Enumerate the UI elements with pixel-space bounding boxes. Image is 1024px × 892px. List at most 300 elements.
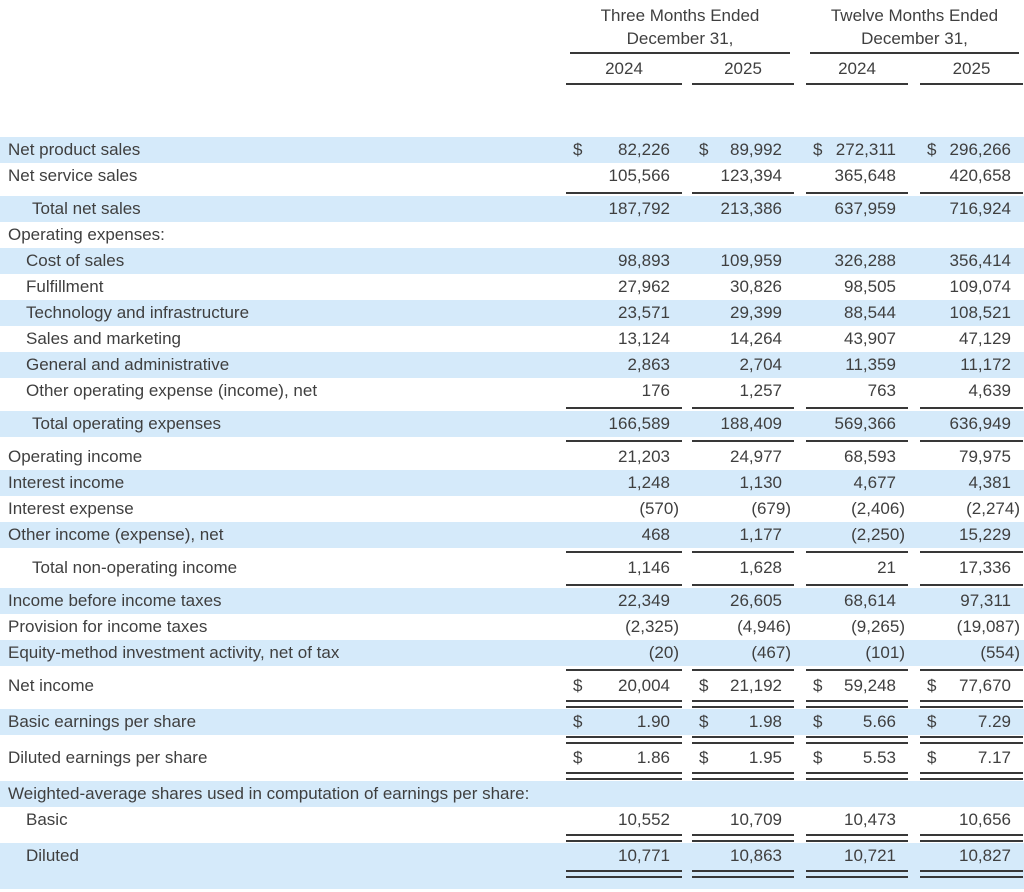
row-label: Diluted earnings per share [8,748,208,767]
amount-value: 1,130 [739,473,782,492]
amount-cell [806,326,908,352]
table-row [0,745,1024,771]
single-rule [692,584,794,586]
row-label: Operating income [8,447,143,466]
table-header [0,4,1024,54]
table-row [0,555,1024,581]
amount-value: 17,336 [959,558,1011,577]
table-row [0,300,1024,326]
column-gap [682,709,692,735]
double-rule [806,700,908,708]
double-rule [692,870,794,878]
amount-cell [566,137,682,163]
column-gap [682,673,692,699]
column-gap [908,522,920,548]
column-gap [682,640,692,666]
year-column-header: 2024 [566,57,682,85]
amount-value: 26,605 [730,591,782,610]
amount-cell [920,163,1023,189]
amount-cell [566,555,682,581]
table-row [0,196,1024,222]
amount-cell [692,745,794,771]
amount-cell [566,470,682,496]
column-gap [908,614,920,640]
amount-cell [692,807,794,833]
column-gap [908,274,920,300]
total-rule-row [0,869,1024,879]
column-gap [794,248,806,274]
amount-cell [692,248,794,274]
amount-cell [566,522,682,548]
double-rule [692,772,794,780]
amount-value: 637,959 [834,199,896,218]
amount-cell [806,274,908,300]
row-label: General and administrative [26,355,230,374]
amount-cell [806,807,908,833]
amount-value: 10,656 [959,810,1011,829]
amount-value: (2,274) [966,499,1020,518]
column-gap [908,555,920,581]
table-row [0,614,1024,640]
double-rule [806,736,908,744]
column-gap [794,673,806,699]
total-rule-row [0,666,1024,673]
column-group-title: Three Months Ended [600,6,760,25]
amount-cell [692,300,794,326]
double-rule [920,772,1023,780]
amount-value: 23,571 [618,303,670,322]
dollar-sign: $ [813,140,823,159]
amount-cell [566,807,682,833]
total-rule-row [0,581,1024,588]
amount-value: (9,265) [851,617,905,636]
amount-cell [692,588,794,614]
amount-value: 88,544 [844,303,896,322]
amount-cell [920,614,1023,640]
amount-cell [806,248,908,274]
amount-cell [692,326,794,352]
amount-value: 21,192 [730,676,782,695]
dollar-sign: $ [699,712,709,731]
amount-cell [692,378,794,404]
amount-value: 97,311 [960,591,1011,610]
amount-cell [692,274,794,300]
table-row [0,496,1024,522]
row-label: Provision for income taxes [8,617,208,636]
table-row [0,470,1024,496]
row-label: Diluted [26,846,79,865]
table-row [0,222,1024,248]
amount-cell [806,614,908,640]
amount-value: 123,394 [720,166,782,185]
column-gap [682,588,692,614]
amount-value: 272,311 [835,140,896,159]
single-rule [566,551,682,553]
column-gap [682,300,692,326]
row-label: Basic [26,810,68,829]
amount-value: 188,409 [720,414,782,433]
amount-cell [806,709,908,735]
column-gap [794,496,806,522]
amount-value: 187,792 [608,199,670,218]
double-rule [566,834,682,842]
table-row [0,588,1024,614]
single-rule [692,551,794,553]
amount-cell [920,843,1023,869]
column-gap [794,588,806,614]
amount-cell [806,352,908,378]
amount-value: 10,827 [959,846,1011,865]
amount-cell [920,496,1023,522]
year-column-header: 2024 [806,57,908,85]
amount-value: (570) [639,499,679,518]
column-gap [682,411,692,437]
total-rule-row [0,735,1024,745]
amount-cell [692,555,794,581]
table-row [0,137,1024,163]
table-row [0,807,1024,833]
column-group-three-months [566,4,794,54]
amount-cell [806,588,908,614]
amount-value: 166,589 [608,414,670,433]
amount-value: 1.86 [636,748,670,767]
amount-value: 4,381 [968,473,1011,492]
column-gap [682,378,692,404]
column-gap [794,274,806,300]
dollar-sign: $ [573,140,583,159]
column-group-twelve-months [806,4,1023,54]
column-gap [682,843,692,869]
amount-cell [806,843,908,869]
column-gap [908,444,920,470]
column-gap [682,444,692,470]
table-row [0,673,1024,699]
double-rule [920,834,1023,842]
amount-cell [692,411,794,437]
column-gap [682,807,692,833]
amount-cell [692,496,794,522]
single-rule [566,584,682,586]
amount-value: 569,366 [834,414,896,433]
column-gap [794,745,806,771]
column-gap [682,137,692,163]
row-label: Net product sales [8,140,141,159]
amount-cell [806,137,908,163]
column-gap [794,163,806,189]
amount-value: 7.29 [977,712,1011,731]
column-gap [794,843,806,869]
row-label: Fulfillment [26,277,104,296]
amount-cell [806,781,908,807]
amount-value: 468 [641,525,670,544]
amount-cell [806,163,908,189]
column-gap [794,807,806,833]
table-row [0,843,1024,869]
row-label: Income before income taxes [8,591,222,610]
amount-value: 1,628 [739,558,782,577]
row-label: Cost of sales [26,251,125,270]
amount-value: 763 [867,381,896,400]
amount-cell [692,222,794,248]
amount-value: 98,505 [844,277,896,296]
row-label: Net income [8,676,94,695]
amount-cell [920,640,1023,666]
dollar-sign: $ [813,712,823,731]
amount-cell [692,781,794,807]
column-gap [794,196,806,222]
column-gap [682,248,692,274]
column-gap [794,709,806,735]
single-rule [806,407,908,409]
table-row [0,709,1024,735]
amount-value: 47,129 [959,329,1011,348]
row-label: Other operating expense (income), net [26,381,318,400]
amount-cell [566,496,682,522]
column-gap [908,745,920,771]
column-gap [794,300,806,326]
amount-value: 213,386 [720,199,782,218]
row-label: Technology and infrastructure [26,303,250,322]
amount-value: 1.90 [636,712,670,731]
amount-value: 59,248 [844,676,896,695]
row-label: Interest expense [8,499,134,518]
amount-value: 10,771 [618,846,670,865]
amount-value: 24,977 [730,447,782,466]
column-gap [908,807,920,833]
amount-cell [806,745,908,771]
amount-cell [692,470,794,496]
amount-value: 108,521 [949,303,1011,322]
dollar-sign: $ [813,748,823,767]
column-gap [908,843,920,869]
amount-value: 29,399 [730,303,782,322]
amount-cell [692,163,794,189]
total-rule-row [0,771,1024,781]
dollar-sign: $ [573,748,583,767]
column-gap [908,640,920,666]
row-label: Total operating expenses [32,414,222,433]
amount-cell [566,196,682,222]
single-rule [692,669,794,671]
amount-value: 10,709 [730,810,782,829]
amount-cell [920,673,1023,699]
amount-cell [920,444,1023,470]
amount-cell [806,300,908,326]
income-statement-rows [0,137,1024,889]
amount-cell [920,555,1023,581]
amount-cell [692,673,794,699]
dollar-sign: $ [699,140,709,159]
amount-cell [692,352,794,378]
amount-cell [566,745,682,771]
amount-value: 420,658 [949,166,1011,185]
amount-value: 109,074 [949,277,1011,296]
column-gap [794,781,806,807]
amount-cell [566,248,682,274]
total-rule-row [0,833,1024,843]
single-rule [920,440,1023,442]
row-label: Interest income [8,473,125,492]
amount-value: 1,257 [739,381,782,400]
column-gap [908,352,920,378]
total-rule-row [0,699,1024,709]
amount-value: 326,288 [834,251,896,270]
double-rule [692,834,794,842]
amount-value: 27,962 [618,277,670,296]
column-gap [794,522,806,548]
amount-value: 1,177 [739,525,782,544]
column-gap [794,555,806,581]
table-row [0,378,1024,404]
amount-cell [920,196,1023,222]
amount-cell [920,248,1023,274]
single-rule [806,440,908,442]
header-label-spacer [0,4,566,54]
dollar-sign: $ [573,676,583,695]
table-row [0,640,1024,666]
double-rule [806,772,908,780]
amount-value: 13,124 [618,329,670,348]
amount-cell [566,222,682,248]
row-label: Total non-operating income [32,558,238,577]
amount-cell [692,843,794,869]
amount-cell [692,614,794,640]
double-rule [566,772,682,780]
column-group-subtitle: December 31, [861,29,968,48]
single-rule [920,551,1023,553]
table-row [0,522,1024,548]
amount-cell [920,588,1023,614]
column-gap [794,614,806,640]
column-gap [682,614,692,640]
year-column-header: 2025 [692,57,794,85]
table-row [0,163,1024,189]
column-gap [908,326,920,352]
amount-cell [806,470,908,496]
amount-value: 1.98 [748,712,782,731]
amount-cell [920,352,1023,378]
double-rule [920,700,1023,708]
double-rule [806,834,908,842]
table-row [0,411,1024,437]
column-gap [794,352,806,378]
amount-value: 4,677 [853,473,896,492]
single-rule [806,192,908,194]
single-rule [566,407,682,409]
amount-value: 10,473 [844,810,896,829]
amount-cell [920,378,1023,404]
year-header-row [0,57,1024,85]
dollar-sign: $ [927,676,937,695]
column-gap [794,326,806,352]
amount-value: 77,670 [959,676,1011,695]
amount-cell [806,444,908,470]
amount-cell [920,274,1023,300]
amount-cell [566,411,682,437]
row-label: Total net sales [32,199,141,218]
column-gap [908,781,920,807]
column-gap [908,673,920,699]
column-gap [682,781,692,807]
column-gap [682,745,692,771]
amount-value: 79,975 [959,447,1011,466]
double-rule [920,870,1023,878]
amount-value: (4,946) [737,617,791,636]
single-rule [920,192,1023,194]
column-gap [908,222,920,248]
amount-cell [566,326,682,352]
amount-value: 10,863 [730,846,782,865]
double-rule [566,700,682,708]
amount-value: 89,992 [730,140,782,159]
table-row [0,248,1024,274]
column-gap [682,496,692,522]
amount-value: (101) [865,643,905,662]
amount-cell [566,274,682,300]
amount-cell [566,588,682,614]
amount-cell [692,640,794,666]
amount-value: 68,614 [844,591,896,610]
total-rule-row [0,189,1024,196]
row-label: Other income (expense), net [8,525,224,544]
amount-value: 22,349 [618,591,670,610]
dollar-sign: $ [927,140,937,159]
amount-value: 2,863 [627,355,670,374]
amount-value: 636,949 [949,414,1011,433]
income-statement [0,4,1024,889]
amount-cell [920,137,1023,163]
column-gap [908,378,920,404]
single-rule [692,192,794,194]
single-rule [806,551,908,553]
single-rule [920,669,1023,671]
column-gap [794,470,806,496]
amount-cell [566,640,682,666]
row-label: Equity-method investment activity, net of tax [8,643,340,662]
column-gap [794,137,806,163]
table-row [0,781,1024,807]
single-rule [806,584,908,586]
amount-cell [566,378,682,404]
column-gap [682,522,692,548]
row-label: Weighted-average shares used in computation of earnings per share: [8,784,530,803]
amount-cell [566,781,682,807]
amount-value: (554) [980,643,1020,662]
column-gap [794,411,806,437]
double-rule [920,736,1023,744]
amount-value: (467) [751,643,791,662]
amount-value: (679) [751,499,791,518]
amount-cell [806,496,908,522]
double-rule [566,736,682,744]
row-label: Operating expenses: [8,225,165,244]
total-rule-row [0,404,1024,411]
total-rule-row [0,548,1024,555]
amount-cell [920,222,1023,248]
amount-value: 30,826 [730,277,782,296]
amount-value: 105,566 [608,166,670,185]
dollar-sign: $ [573,712,583,731]
column-gap [682,326,692,352]
amount-value: 21,203 [618,447,670,466]
double-rule [566,870,682,878]
single-rule [806,669,908,671]
amount-value: 356,414 [949,251,1011,270]
year-column-header: 2025 [920,57,1023,85]
amount-value: 1,248 [627,473,670,492]
column-gap [908,470,920,496]
amount-cell [692,137,794,163]
